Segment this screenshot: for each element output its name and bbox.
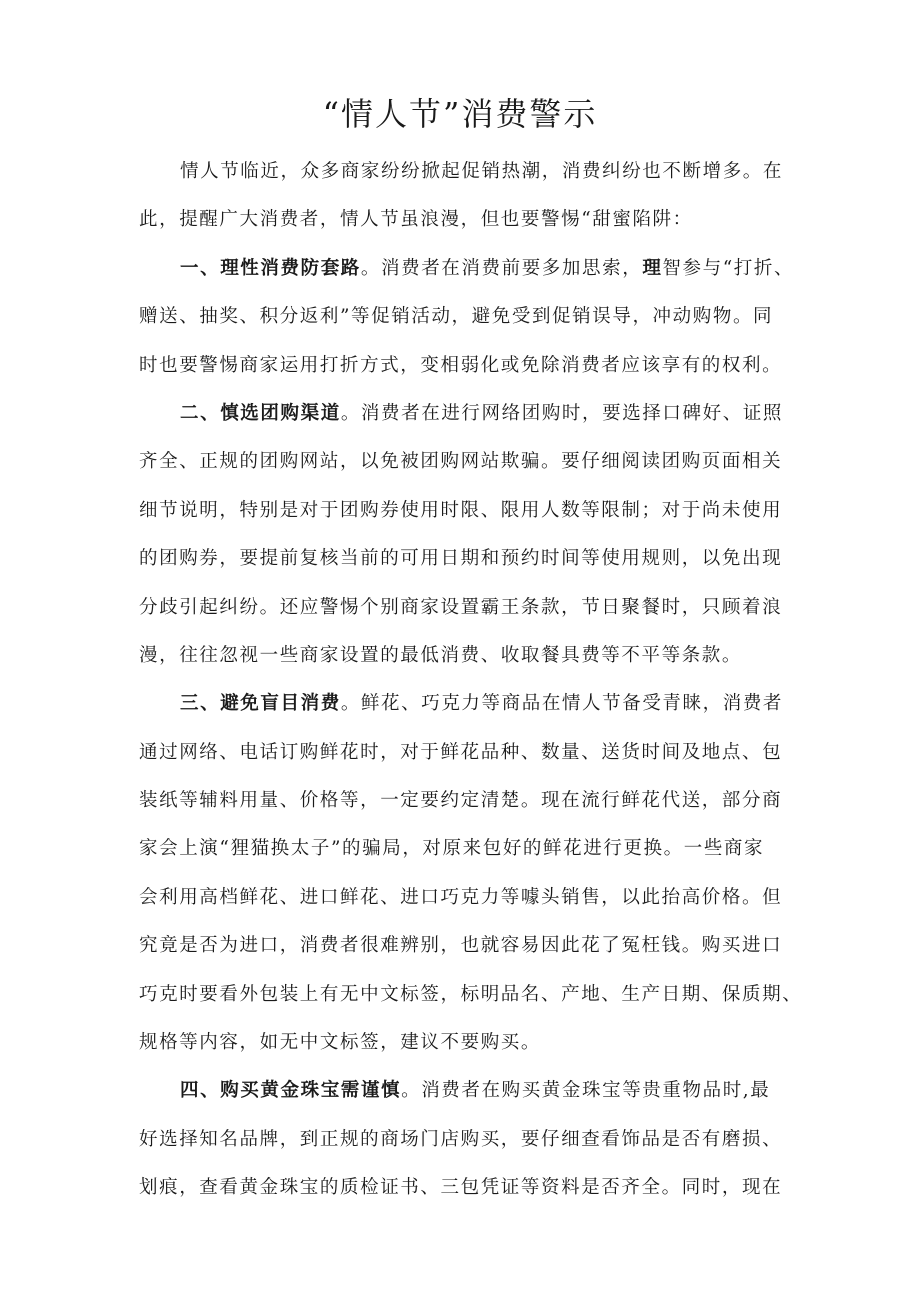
section-1-first-line bbox=[139, 245, 799, 293]
section-2-line: 漫，往往忽视一些商家设置的最低消费、收取餐具费等不平等条款。 bbox=[139, 644, 743, 666]
section-3-line: 通过网络、电话订购鲜花时，对于鲜花品种、数量、送货时间及地点、包 bbox=[139, 741, 783, 763]
intro-line: 此，提醒广大消费者，情人节虽浪漫，但也要警惕“甜蜜陷阱： bbox=[139, 209, 693, 231]
intro-line: 情人节临近，众多商家纷纷掀起促销热潮，消费纠纷也不断增多。在 bbox=[180, 161, 784, 182]
document-body bbox=[139, 148, 803, 1213]
section-2-line: 的团购券，要提前复核当前的可用日期和预约时间等使用规则，以免出现 bbox=[139, 548, 783, 570]
section-2-text: 。消费者在进行网络团购时，要选择口碑好、证照 bbox=[340, 402, 784, 424]
document-title: “情人节”消费警示 bbox=[322, 95, 598, 133]
section-2-heading: 二、慎选团购渠道 bbox=[180, 402, 341, 424]
section-1-text: 。消费者在消费前要多加思索， bbox=[360, 257, 643, 279]
section-1-bold-char: 理 bbox=[642, 257, 663, 279]
section-3-line: 会利用高档鲜花、进口鲜花、进口巧克力等噱头销售，以此抬高价格。但 bbox=[139, 886, 783, 908]
section-4-first-line bbox=[139, 1067, 799, 1115]
section-4-text: 。消费者在购买黄金珠宝等贵重物品时,最 bbox=[401, 1080, 771, 1102]
section-3-line: 规格等内容，如无中文标签，建议不要购买。 bbox=[139, 1032, 542, 1054]
section-2-line: 齐全、正规的团购网站，以免被团购网站欺骗。要仔细阅读团购页面相关 bbox=[139, 451, 783, 473]
section-3-line: 究竟是否为进口，消费者很难辨别，也就容易因此花了冤枉钱。购买进口 bbox=[139, 935, 783, 957]
section-1-heading: 一、理性消费防套路 bbox=[180, 257, 361, 279]
section-4-line: 好选择知名品牌，到正规的商场门店购买，要仔细查看饰品是否有磨损、 bbox=[139, 1128, 783, 1150]
section-2-line: 细节说明，特别是对于团购券使用时限、限用人数等限制；对于尚未使用 bbox=[139, 499, 783, 521]
section-4-heading: 四、购买黄金珠宝需谨慎 bbox=[180, 1080, 402, 1102]
section-2-first-line bbox=[139, 390, 799, 438]
section-2-line: 分歧引起纠纷。还应警惕个别商家设置霸王条款，节日聚餐时，只顾着浪 bbox=[139, 596, 783, 618]
section-1-line: 时也要警惕商家运用打折方式，变相弱化或免除消费者应该享有的权利。 bbox=[139, 354, 783, 376]
section-3-first-line bbox=[139, 680, 799, 728]
section-3-line: 巧克时要看外包装上有无中文标签，标明品名、产地、生产日期、保质期、 bbox=[139, 983, 803, 1005]
section-1-text: 智参与“打折、 bbox=[662, 257, 795, 279]
section-1-line: 赠送、抽奖、积分返利”等促销活动，避免受到促销误导，冲动购物。同 bbox=[139, 306, 774, 328]
section-3-heading: 三、避免盲目消费 bbox=[180, 693, 341, 715]
section-3-line: 家会上演“狸猫换太子”的骗局，对原来包好的鲜花进行更换。一些商家 bbox=[139, 838, 765, 860]
section-3-line: 装纸等辅料用量、价格等，一定要约定清楚。现在流行鲜花代送，部分商 bbox=[139, 790, 783, 812]
section-3-text: 。鲜花、巧克力等商品在情人节备受青睐，消费者 bbox=[340, 693, 784, 715]
section-4-line: 划痕，查看黄金珠宝的质检证书、三包凭证等资料是否齐全。同时，现在 bbox=[139, 1177, 783, 1199]
